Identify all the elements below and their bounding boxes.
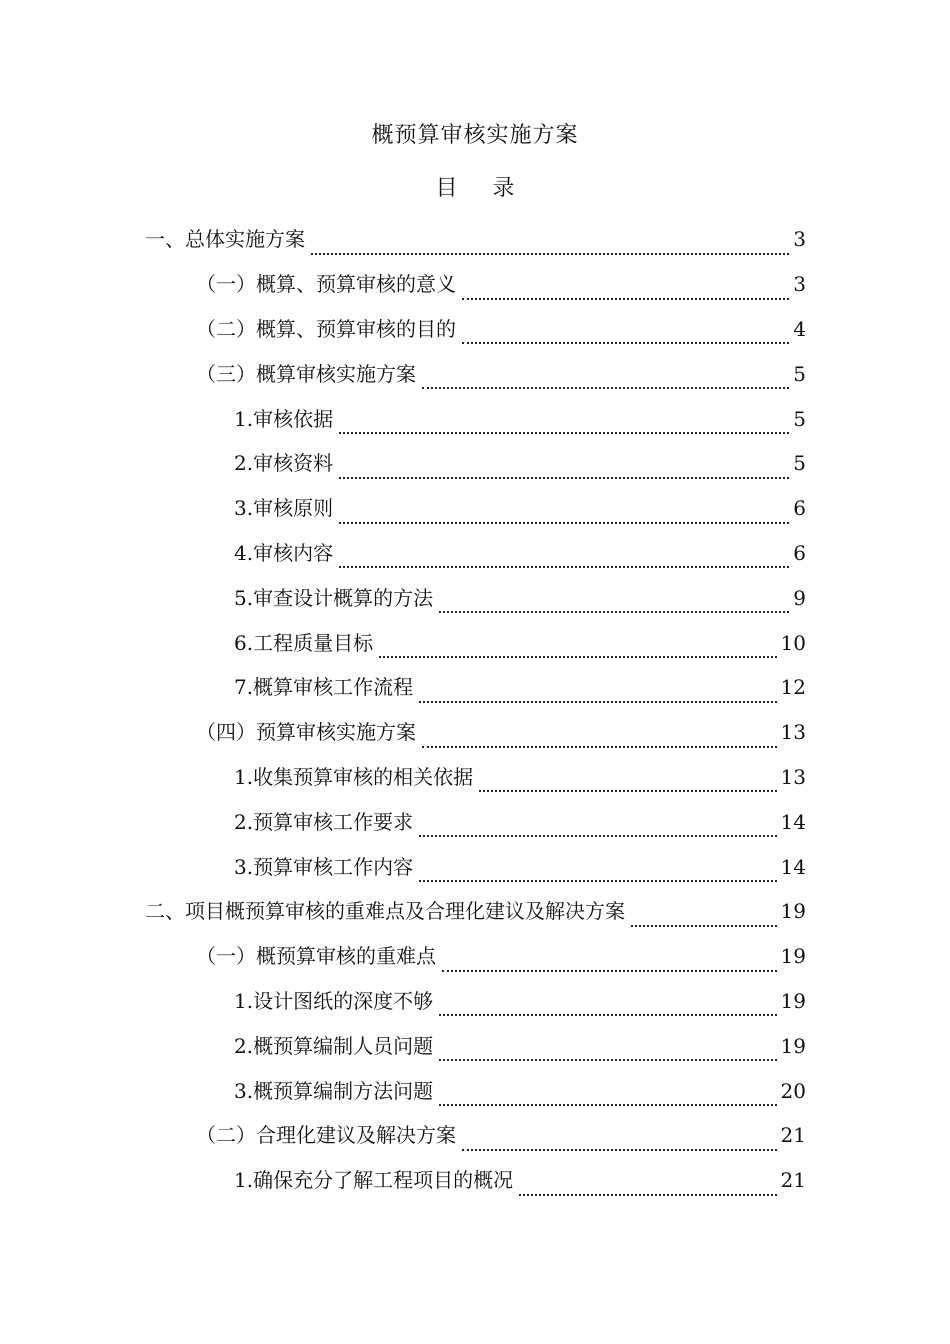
toc-dot-leader — [339, 536, 789, 568]
toc-page-number: 19 — [780, 899, 806, 924]
toc-entry[interactable] — [0, 710, 950, 755]
toc-entry[interactable] — [0, 396, 950, 441]
toc-entry-title: （二）概算、预算审核的目的 — [196, 316, 456, 341]
toc-entry[interactable] — [0, 441, 950, 486]
toc-entry-title: 一、总体实施方案 — [145, 227, 305, 252]
toc-dot-leader — [419, 805, 776, 837]
toc-page-number: 6 — [793, 496, 806, 521]
toc-entry[interactable] — [0, 799, 950, 844]
toc-page-number: 13 — [780, 720, 806, 745]
toc-dot-leader — [479, 760, 776, 792]
toc-page-number: 9 — [793, 585, 806, 610]
toc-dot-leader — [631, 895, 777, 927]
toc-entry[interactable] — [0, 531, 950, 576]
toc-dot-leader — [419, 850, 776, 882]
toc-page-number: 5 — [793, 406, 806, 431]
toc-entry-title: （二）合理化建议及解决方案 — [196, 1123, 456, 1148]
toc-dot-leader — [442, 940, 777, 972]
toc-entry-title: 4.审核内容 — [234, 540, 334, 565]
toc-entry-title: （三）概算审核实施方案 — [196, 361, 416, 386]
toc-entry-title: 3.审核原则 — [234, 496, 334, 521]
toc-entry-title: 1.确保充分了解工程项目的概况 — [234, 1168, 514, 1193]
toc-heading: 目 录 — [435, 176, 529, 201]
toc-entry-title: 2.预算审核工作要求 — [234, 809, 414, 834]
toc-dot-leader — [339, 492, 789, 524]
toc-page-number: 6 — [793, 540, 806, 565]
toc-page-number: 19 — [780, 944, 806, 969]
toc-page-number: 12 — [780, 675, 806, 700]
toc-entry[interactable] — [0, 979, 950, 1024]
toc-page-number: 10 — [780, 630, 806, 655]
toc-dot-leader — [439, 581, 789, 613]
toc-entry-title: 二、项目概预算审核的重难点及合理化建议及解决方案 — [145, 899, 625, 924]
toc-page-number: 21 — [780, 1168, 806, 1193]
toc-entry[interactable] — [0, 217, 950, 262]
toc-dot-leader — [311, 223, 789, 255]
toc-entry-title: 3.预算审核工作内容 — [234, 854, 414, 879]
toc-dot-leader — [462, 268, 789, 300]
toc-entry[interactable] — [0, 351, 950, 396]
document-title: 概预算审核实施方案 — [371, 123, 579, 148]
toc-entry[interactable] — [0, 1158, 950, 1203]
toc-entry-title: 2.概预算编制人员问题 — [234, 1033, 434, 1058]
toc-dot-leader — [439, 1029, 776, 1061]
toc-page-number: 19 — [780, 1033, 806, 1058]
toc-dot-leader — [422, 357, 789, 389]
toc-page-number: 19 — [780, 988, 806, 1013]
toc-entry-title: 5.审查设计概算的方法 — [234, 585, 434, 610]
toc-page-number: 3 — [793, 227, 806, 252]
toc-entry[interactable] — [0, 755, 950, 800]
toc-entry[interactable] — [0, 1068, 950, 1113]
toc-dot-leader — [379, 626, 776, 658]
toc-page-number: 21 — [780, 1123, 806, 1148]
toc-entry-title: 1.审核依据 — [234, 406, 334, 431]
toc-entry-title: （四）预算审核实施方案 — [196, 720, 416, 745]
toc-page-number: 20 — [780, 1078, 806, 1103]
toc-entry-title: 1.收集预算审核的相关依据 — [234, 764, 474, 789]
toc-page-number: 13 — [780, 764, 806, 789]
toc-entry-title: 1.设计图纸的深度不够 — [234, 988, 434, 1013]
toc-dot-leader — [439, 984, 776, 1016]
toc-entry-title: 7.概算审核工作流程 — [234, 675, 414, 700]
toc-dot-leader — [339, 402, 789, 434]
toc-entry-title: 6.工程质量目标 — [234, 630, 374, 655]
toc-entry-title: （一）概算、预算审核的意义 — [196, 272, 456, 297]
toc-page-number: 4 — [793, 316, 806, 341]
toc-page-number: 5 — [793, 451, 806, 476]
toc-dot-leader — [339, 447, 789, 479]
toc-dot-leader — [439, 1074, 776, 1106]
toc-entry-title: 3.概预算编制方法问题 — [234, 1078, 434, 1103]
toc-entry[interactable] — [0, 486, 950, 531]
toc-entry[interactable] — [0, 620, 950, 665]
toc-entry[interactable] — [0, 262, 950, 307]
toc-entry[interactable] — [0, 934, 950, 979]
table-of-contents — [0, 217, 950, 1203]
toc-dot-leader — [462, 312, 789, 344]
toc-entry[interactable] — [0, 665, 950, 710]
toc-entry[interactable] — [0, 575, 950, 620]
toc-entry[interactable] — [0, 889, 950, 934]
toc-entry[interactable] — [0, 1113, 950, 1158]
toc-entry-title: （一）概预算审核的重难点 — [196, 944, 436, 969]
toc-dot-leader — [519, 1164, 776, 1196]
toc-dot-leader — [419, 671, 776, 703]
toc-page-number: 3 — [793, 272, 806, 297]
toc-dot-leader — [422, 716, 777, 748]
toc-page-number: 14 — [780, 809, 806, 834]
toc-entry-title: 2.审核资料 — [234, 451, 334, 476]
toc-entry[interactable] — [0, 307, 950, 352]
toc-entry[interactable] — [0, 844, 950, 889]
toc-page-number: 14 — [780, 854, 806, 879]
toc-dot-leader — [462, 1119, 777, 1151]
toc-page-number: 5 — [793, 361, 806, 386]
toc-entry[interactable] — [0, 1023, 950, 1068]
